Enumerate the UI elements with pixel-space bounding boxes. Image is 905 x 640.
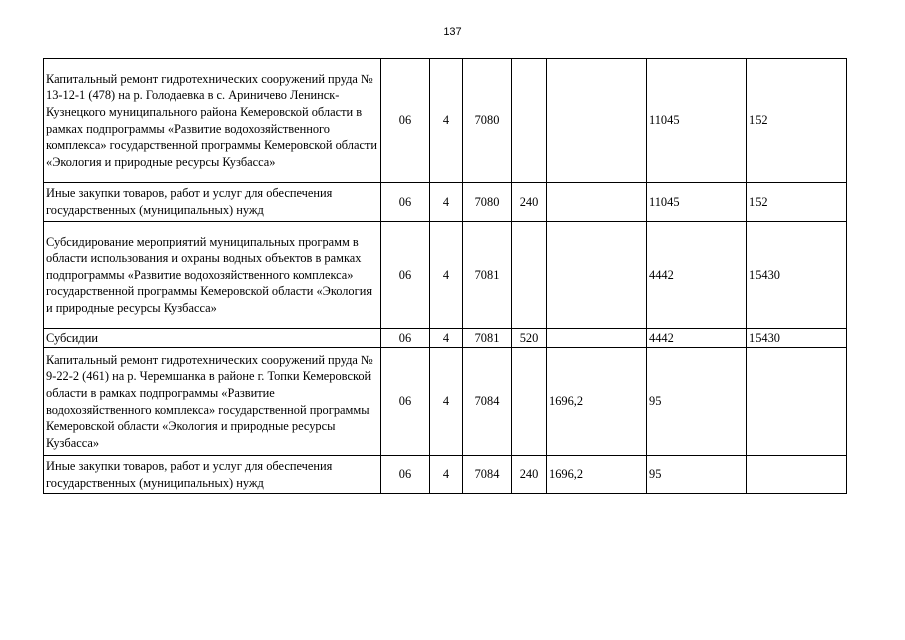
table-row	[44, 456, 847, 494]
type-cell: 240	[512, 183, 547, 222]
type-cell: 240	[512, 456, 547, 494]
target-cell: 7084	[463, 348, 512, 456]
budget-table	[43, 58, 847, 494]
sum2-cell: 95	[647, 348, 747, 456]
sum3-cell: 15430	[747, 222, 847, 329]
sum2-cell: 4442	[647, 329, 747, 348]
sum2-cell: 11045	[647, 183, 747, 222]
sum1-cell: 1696,2	[547, 456, 647, 494]
sum3-cell: 15430	[747, 329, 847, 348]
type-cell	[512, 222, 547, 329]
row-description: Субсидирование мероприятий муниципальных программ в области использования и охраны водных объектов в рамках подпрограммы «Развитие водохозяйственного комплекса» государственной программы Кемеровской области «Экология и природные ресурсы Кузбасса»	[44, 222, 381, 329]
sum3-cell	[747, 348, 847, 456]
target-cell: 7081	[463, 329, 512, 348]
type-cell	[512, 348, 547, 456]
section-cell: 06	[381, 222, 430, 329]
table-row	[44, 329, 847, 348]
table-row	[44, 183, 847, 222]
target-cell: 7084	[463, 456, 512, 494]
subsection-cell: 4	[430, 222, 463, 329]
sum1-cell	[547, 329, 647, 348]
type-cell: 520	[512, 329, 547, 348]
subsection-cell: 4	[430, 59, 463, 183]
section-cell: 06	[381, 183, 430, 222]
subsection-cell: 4	[430, 183, 463, 222]
sum3-cell: 152	[747, 59, 847, 183]
subsection-cell: 4	[430, 329, 463, 348]
table-row	[44, 59, 847, 183]
row-description: Иные закупки товаров, работ и услуг для обеспечения государственных (муниципальных) нужд	[44, 456, 381, 494]
section-cell: 06	[381, 456, 430, 494]
sum2-cell: 4442	[647, 222, 747, 329]
subsection-cell: 4	[430, 456, 463, 494]
target-cell: 7080	[463, 59, 512, 183]
sum1-cell: 1696,2	[547, 348, 647, 456]
sum3-cell: 152	[747, 183, 847, 222]
table-row	[44, 222, 847, 329]
sum1-cell	[547, 222, 647, 329]
target-cell: 7081	[463, 222, 512, 329]
subsection-cell: 4	[430, 348, 463, 456]
row-description: Иные закупки товаров, работ и услуг для обеспечения государственных (муниципальных) нужд	[44, 183, 381, 222]
sum2-cell: 11045	[647, 59, 747, 183]
section-cell: 06	[381, 329, 430, 348]
table-row	[44, 348, 847, 456]
row-description: Капитальный ремонт гидротехнических сооружений пруда № 13-12-1 (478) на р. Голодаевка в с. Ариничево Ленинск-Кузнецкого муниципального района Кемеровской области в рамках подпрограммы «Развитие водохозяйственного комплекса» государственной программы Кемеровской области «Экология и природные ресурсы Кузбасса»	[44, 59, 381, 183]
sum3-cell	[747, 456, 847, 494]
row-description: Субсидии	[44, 329, 381, 348]
type-cell	[512, 59, 547, 183]
section-cell: 06	[381, 348, 430, 456]
section-cell: 06	[381, 59, 430, 183]
sum2-cell: 95	[647, 456, 747, 494]
target-cell: 7080	[463, 183, 512, 222]
row-description: Капитальный ремонт гидротехнических сооружений пруда № 9-22-2 (461) на р. Черемшанка в районе г. Топки Кемеровской области в рамках подпрограммы «Развитие водохозяйственного комплекса» государственной программы Кемеровской области «Экология и природные ресурсы Кузбасса»	[44, 348, 381, 456]
sum1-cell	[547, 59, 647, 183]
sum1-cell	[547, 183, 647, 222]
page-number: 137	[443, 26, 462, 38]
